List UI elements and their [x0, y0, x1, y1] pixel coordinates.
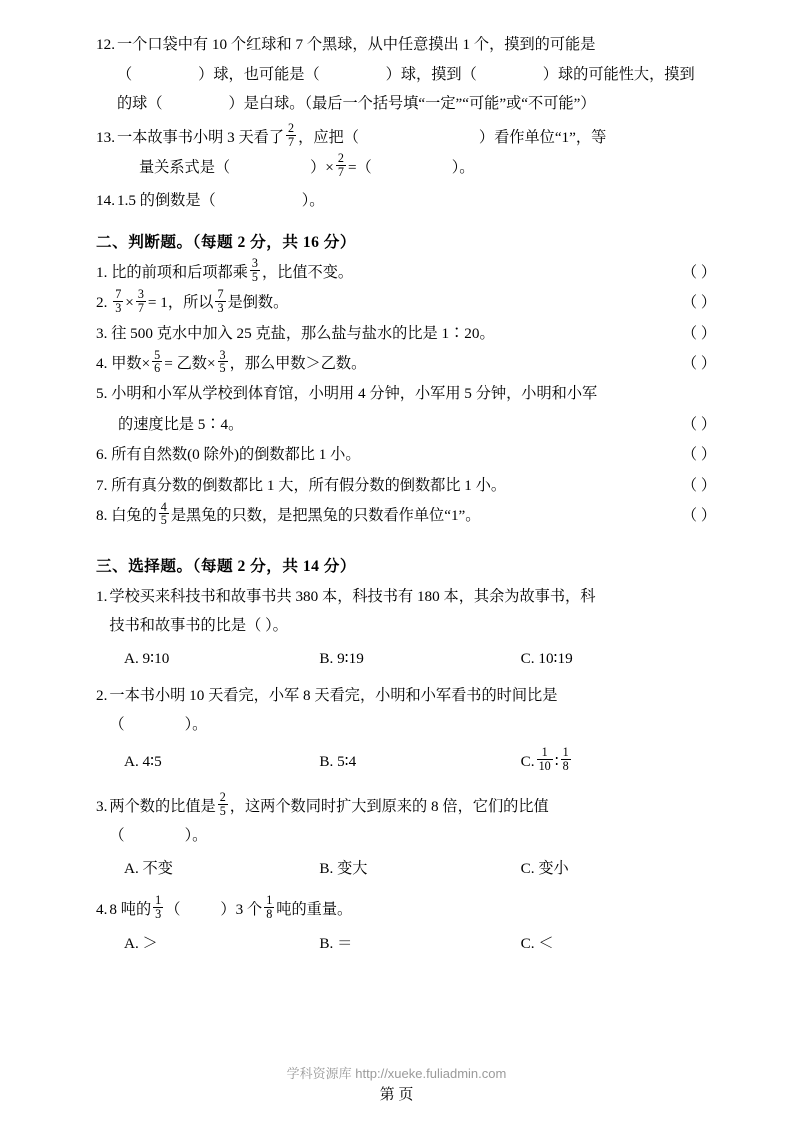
tf-item-2 — [96, 288, 716, 318]
tf-item-5 — [96, 379, 716, 409]
mc-item-1-number: 1. — [96, 587, 108, 605]
question-13-body — [117, 123, 716, 182]
tf-item-4-text-c: ，那么甲数＞乙数。 — [229, 355, 367, 373]
tf-item-1-text-b: ，比值不变。 — [261, 263, 354, 281]
mc-item-3-choice-b[interactable]: B. 变大 — [319, 859, 368, 877]
tf-item-5-text-a: 小明和小军从学校到体育馆，小明用 4 分钟，小军用 5 分钟，小明和小军 — [111, 385, 598, 403]
tf-item-3-text-a: 往 500 克水中加入 25 克盐，那么盐与盐水的比是 1∶20。 — [111, 324, 495, 342]
question-13-line2c: =（ — [347, 158, 372, 176]
mc-item-4-line-d: 吨的重量。 — [276, 900, 353, 918]
section-2-heading: 二、判断题。（每题 2 分，共 16 分） — [96, 233, 356, 251]
mc-item-4 — [96, 895, 716, 925]
tf-item-2-text-b: = 1，所以 — [147, 294, 214, 312]
tf-item-7-text-a: 所有真分数的倒数都比 1 大，所有假分数的倒数都比 1 小。 — [111, 476, 507, 494]
fraction-numerator: 1 — [562, 745, 569, 760]
tf-item-6-text-a: 所有自然数(0 除外)的倒数都比 1 小。 — [111, 446, 361, 464]
fraction-2-7 — [286, 122, 296, 149]
watermark: 学科资源库 http://xueke.fuliadmin.com — [286, 1066, 507, 1081]
fraction-1-8-b — [264, 894, 274, 921]
tf-item-7-number: 7. — [96, 476, 108, 494]
fraction-5-6 — [152, 349, 162, 376]
tf-item-8-number: 8. — [96, 507, 108, 525]
fraction-numerator: 3 — [137, 286, 144, 301]
tf-item-3-text — [96, 319, 650, 349]
mc-item-3-choice-a[interactable]: A. 不变 — [124, 859, 173, 877]
question-13-line2b: ）× — [310, 158, 334, 176]
mc-item-2-line2b: ）。 — [184, 716, 208, 734]
tf-item-1-text-a: 比的前项和后项都乘 — [111, 263, 248, 281]
mc-item-3-number: 3. — [96, 797, 108, 815]
fraction-denominator: 10 — [538, 759, 551, 774]
mc-item-4-choice-a[interactable]: A. ＞ — [124, 935, 158, 953]
fraction-numerator: 7 — [217, 286, 224, 301]
tf-item-1-text — [96, 258, 650, 288]
fraction-denominator: 3 — [115, 300, 122, 315]
tf-item-7-answer-box[interactable]: （ ） — [681, 476, 716, 494]
question-12-body — [117, 30, 716, 119]
fraction-numerator: 4 — [160, 499, 167, 514]
tf-item-7-text — [96, 471, 650, 501]
question-14-text-b: ）。 — [301, 192, 325, 210]
mc-item-2-line2a: （ — [109, 716, 125, 734]
tf-item-4-text — [96, 349, 650, 379]
mc-item-4-body — [109, 895, 716, 925]
fraction-7-3-b — [215, 288, 225, 315]
fraction-1-8 — [561, 746, 571, 773]
fraction-2-7-b — [336, 152, 346, 179]
mc-item-1-line2: 技书和故事书的比是（ ）。 — [109, 617, 288, 635]
fraction-denominator: 5 — [219, 803, 226, 818]
fraction-numerator: 5 — [154, 347, 161, 362]
tf-item-3-answer-box[interactable]: （ ） — [681, 324, 716, 342]
section-3-heading: 三、选择题。（每题 2 分，共 14 分） — [96, 557, 356, 575]
mc-item-1-choice-b[interactable]: B. 9∶19 — [319, 649, 364, 667]
question-12 — [96, 30, 716, 119]
fraction-numerator: 2 — [219, 790, 226, 804]
question-12-line3a: 的球（ — [116, 95, 163, 113]
fraction-denominator: 7 — [288, 135, 295, 150]
fraction-denominator: 5 — [251, 270, 258, 285]
mc-item-1 — [96, 582, 716, 641]
question-14-number: 14. — [96, 192, 115, 210]
question-14-text-a: 1.5 的倒数是（ — [116, 192, 216, 210]
tf-item-1-number: 1. — [96, 263, 108, 281]
mc-item-2-line1: 一本书小明 10 天看完，小军 8 天看完，小明和小军看书的时间比是 — [109, 686, 558, 704]
mc-item-2-choice-a[interactable]: A. 4∶5 — [124, 752, 162, 770]
question-13-line1a: 一本故事书小明 3 天看了 — [116, 128, 285, 146]
question-12-line2a: （ — [116, 65, 133, 83]
question-12-number: 12. — [96, 36, 115, 53]
mc-item-2-choice-c-prefix: C. — [520, 752, 535, 770]
tf-item-2-text — [96, 288, 650, 318]
fraction-3-5 — [250, 257, 260, 284]
tf-item-2-text-c: 是倒数。 — [227, 294, 289, 312]
tf-item-2-text-a: × — [125, 294, 134, 312]
fraction-numerator: 7 — [115, 286, 122, 301]
fraction-denominator: 7 — [337, 164, 344, 179]
question-13-line1b: ，应把（ — [298, 128, 359, 146]
fraction-1-3 — [153, 894, 163, 921]
mc-item-4-number: 4. — [96, 900, 108, 918]
mc-item-2-choice-c[interactable] — [521, 742, 716, 782]
tf-item-6-number: 6. — [96, 446, 108, 464]
page-content — [96, 30, 716, 963]
fraction-1-10 — [537, 746, 553, 773]
mc-item-3-choices — [96, 853, 716, 885]
tf-item-4 — [96, 349, 716, 379]
fraction-denominator: 8 — [266, 907, 273, 922]
question-12-line2c: ）球，摸到（ — [385, 65, 477, 83]
fraction-7-3 — [113, 288, 123, 315]
question-13-number: 13. — [96, 128, 115, 146]
tf-item-2-number: 2. — [96, 294, 108, 312]
mc-item-4-choice-b[interactable]: B. ＝ — [319, 935, 353, 953]
mc-item-3-body — [109, 792, 716, 851]
fraction-numerator: 3 — [251, 256, 258, 271]
tf-item-5-text-b: 的速度比是 5∶4。 — [118, 415, 244, 433]
mc-item-2-body — [109, 681, 716, 740]
mc-item-3 — [96, 792, 716, 851]
fraction-2-5 — [218, 791, 228, 818]
question-12-line2d: ）球的可能性大，摸到 — [542, 65, 695, 83]
fraction-numerator: 2 — [337, 151, 344, 166]
question-14-body — [117, 186, 716, 216]
mc-item-1-body — [109, 582, 716, 641]
tf-item-8-text-b: 是黑兔的只数，是把黑兔的只数看作单位“1”。 — [170, 507, 481, 525]
mc-item-2-choice-b[interactable]: B. 5∶4 — [319, 752, 357, 770]
tf-item-4-text-a: 甲数× — [111, 355, 151, 373]
mc-item-1-choice-c[interactable]: C. 10∶19 — [520, 649, 573, 667]
question-12-line3b: ）是白球。（最后一个括号填“一定”“可能”或“不可能”） — [228, 95, 596, 113]
fraction-numerator: 1 — [155, 893, 162, 908]
fraction-denominator: 6 — [154, 361, 161, 376]
fraction-numerator: 1 — [537, 746, 553, 760]
tf-item-3-number: 3. — [96, 324, 108, 342]
tf-item-8-text-a: 白兔的 — [111, 507, 157, 525]
mc-item-1-choice-a[interactable]: A. 9∶10 — [124, 649, 170, 667]
tf-item-6-answer-box[interactable]: （ ） — [681, 446, 716, 464]
mc-item-4-line-a: 8 吨的 — [109, 900, 152, 918]
mc-item-3-choice-c[interactable]: C. 变小 — [520, 859, 569, 877]
fraction-denominator: 5 — [219, 361, 226, 376]
fraction-3-5-b — [218, 349, 228, 376]
question-12-line1: 一个口袋中有 10 个红球和 7 个黑球，从中任意摸出 1 个，摸到的可能是 — [116, 36, 596, 53]
tf-item-8-answer-box[interactable]: （ ） — [681, 507, 716, 525]
tf-item-5-answer-box[interactable]: （ ） — [681, 415, 716, 433]
fraction-denominator: 5 — [160, 513, 167, 528]
fraction-numerator: 2 — [288, 121, 295, 136]
question-13 — [96, 123, 716, 182]
question-13-line2a: 量关系式是（ — [138, 158, 231, 176]
tf-item-7 — [96, 471, 716, 501]
mc-item-3-line1b: ，这两个数同时扩大到原来的 8 倍，它们的比值 — [229, 797, 549, 815]
fraction-denominator: 3 — [217, 300, 224, 315]
tf-item-8 — [96, 501, 716, 531]
tf-item-8-text — [96, 501, 650, 531]
mc-item-3-line1a: 两个数的比值是 — [109, 797, 216, 815]
mc-item-2-number: 2. — [96, 686, 108, 704]
tf-item-4-answer-box[interactable]: （ ） — [681, 355, 716, 373]
mc-item-3-line2b: ）。 — [184, 827, 208, 845]
tf-item-6-text — [96, 440, 650, 470]
question-14 — [96, 186, 716, 216]
mc-item-2-choice-c-sep: ∶ — [554, 752, 559, 770]
mc-item-3-line2a: （ — [109, 827, 125, 845]
mc-item-2 — [96, 681, 716, 740]
question-13-line2d: ）。 — [451, 158, 475, 176]
tf-item-5-number: 5. — [96, 385, 108, 403]
tf-item-3 — [96, 319, 716, 349]
fraction-denominator: 7 — [137, 300, 144, 315]
fraction-numerator: 3 — [219, 347, 226, 362]
mc-item-1-choices — [96, 643, 716, 675]
fraction-denominator: 8 — [562, 759, 569, 774]
tf-item-5-text — [96, 379, 650, 409]
tf-item-1 — [96, 258, 716, 288]
tf-item-4-text-b: = 乙数× — [164, 355, 216, 373]
tf-item-4-number: 4. — [96, 355, 108, 373]
mc-item-4-line-c: ）3 个 — [220, 900, 263, 918]
fraction-3-7 — [136, 288, 146, 315]
mc-item-2-choices — [96, 742, 716, 782]
fraction-denominator: 3 — [155, 907, 162, 922]
mc-item-1-line1: 学校买来科技书和故事书共 380 本，科技书有 180 本，其余为故事书，科 — [109, 587, 596, 605]
mc-item-4-choice-c[interactable]: C. ＜ — [520, 935, 554, 953]
question-13-line1c: ）看作单位“1”，等 — [478, 128, 607, 146]
fraction-numerator: 1 — [266, 893, 273, 908]
tf-item-6 — [96, 440, 716, 470]
page-footer: 第 页 — [379, 1087, 414, 1103]
mc-item-4-choices — [96, 926, 716, 962]
mc-item-4-line-b: （ — [165, 900, 181, 918]
question-12-line2b: ）球，也可能是（ — [198, 65, 320, 83]
tf-item-1-answer-box[interactable]: （ ） — [681, 263, 716, 281]
tf-item-2-answer-box[interactable]: （ ） — [681, 294, 716, 312]
fraction-4-5 — [159, 501, 169, 528]
tf-item-5-cont — [96, 410, 716, 440]
